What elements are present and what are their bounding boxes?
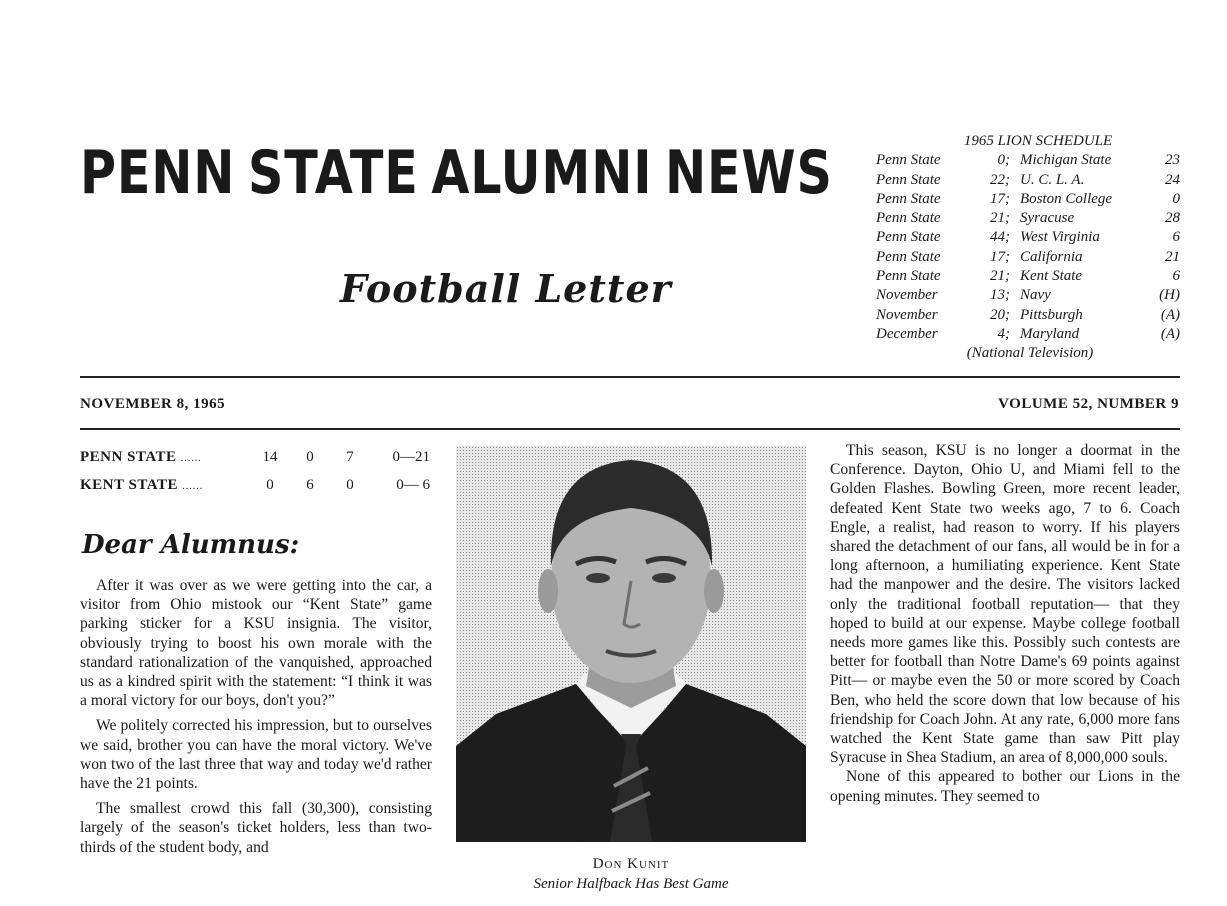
quarter-score: 0	[346, 477, 354, 493]
schedule-score: 4;	[997, 325, 1010, 342]
schedule-opponent: West Virginia	[1020, 229, 1100, 246]
divider-rule	[80, 376, 1180, 378]
quarter-score: 0	[266, 477, 274, 493]
schedule-result: 28	[1165, 210, 1180, 227]
schedule-result: (A)	[1160, 306, 1180, 323]
quarter-score: 14	[262, 449, 278, 465]
schedule-result: (H)	[1159, 287, 1180, 304]
schedule-opponent: Maryland	[1020, 325, 1080, 342]
schedule-row	[876, 248, 1180, 267]
divider-rule	[80, 428, 1180, 430]
schedule-rows	[876, 151, 1180, 344]
quarter-score: 7	[346, 449, 354, 465]
schedule-row	[876, 171, 1180, 190]
schedule-row	[876, 228, 1180, 247]
schedule-row	[876, 286, 1180, 305]
schedule-opponent: Pittsburgh	[1020, 306, 1083, 323]
player-photo	[456, 446, 806, 842]
schedule-team: Penn State	[876, 190, 941, 207]
schedule-score: 21;	[990, 268, 1010, 285]
player-name: Don Kunit	[592, 856, 670, 872]
body-paragraph: The smallest crowd this fall (30,300), consisting largely of the season's ticket holders, less than two-thirds of the student body, and	[80, 800, 432, 856]
issue-date: NOVEMBER 8, 1965	[80, 396, 226, 412]
schedule-team: Penn State	[876, 268, 941, 285]
schedule-note: (National Television)	[966, 345, 1094, 362]
masthead-word: NEWS	[664, 138, 833, 208]
issue-volume: VOLUME 52, NUMBER 9	[998, 396, 1179, 412]
schedule-score: 13;	[990, 287, 1010, 304]
body-paragraph: We politely corrected his impression, but to ourselves we said, brother you can have the moral victory. We've won two of the last three that way and today we'd rather have the 21 points.	[80, 717, 432, 793]
letter-column-right	[830, 441, 1180, 906]
masthead-title	[80, 138, 833, 210]
team-name: PENN STATE	[80, 449, 177, 465]
schedule-score: 44;	[990, 229, 1010, 246]
schedule-opponent: Boston College	[1020, 190, 1113, 207]
body-paragraph: None of this appeared to bother our Lions in the opening minutes. They seemed to	[830, 768, 1180, 805]
schedule-result: 24	[1165, 171, 1180, 188]
schedule-row	[876, 209, 1180, 228]
schedule-score: 0;	[997, 152, 1010, 169]
schedule-team: Penn State	[876, 210, 941, 227]
schedule-opponent: Kent State	[1020, 268, 1083, 285]
quarter-score: 0	[306, 449, 314, 465]
schedule-score: 20;	[990, 306, 1010, 323]
schedule-result: 23	[1165, 152, 1180, 169]
masthead-word: STATE	[247, 138, 419, 208]
score-row	[80, 472, 434, 500]
schedule-result: 6	[1172, 229, 1180, 246]
schedule-row	[876, 190, 1180, 209]
schedule-opponent: Michigan State	[1020, 152, 1112, 169]
score-box	[80, 444, 434, 500]
schedule-result: 0	[1172, 190, 1180, 207]
newsletter-subtitle: Football Letter	[340, 266, 672, 311]
schedule-team: Penn State	[876, 171, 941, 188]
schedule-opponent: U. C. L. A.	[1020, 171, 1085, 188]
letter-column-left	[80, 576, 432, 906]
leader-dots: ......	[180, 453, 202, 464]
schedule-score: 22;	[990, 171, 1010, 188]
lion-schedule	[876, 132, 1180, 364]
schedule-team: December	[876, 325, 938, 342]
schedule-row	[876, 267, 1180, 286]
schedule-score: 17;	[990, 248, 1010, 265]
final-score: 0— 6	[396, 477, 430, 493]
masthead-word: ALUMNI	[431, 138, 653, 208]
team-name: KENT STATE	[80, 477, 178, 493]
schedule-score: 17;	[990, 190, 1010, 207]
schedule-opponent: California	[1020, 248, 1083, 265]
schedule-row	[876, 151, 1180, 170]
final-score: 0—21	[392, 449, 430, 465]
schedule-team: Penn State	[876, 152, 941, 169]
schedule-team: Penn State	[876, 248, 941, 265]
schedule-team: November	[876, 306, 938, 323]
schedule-title: 1965 LION SCHEDULE	[963, 133, 1113, 149]
schedule-team: November	[876, 287, 938, 304]
schedule-opponent: Syracuse	[1020, 210, 1075, 227]
schedule-result: (A)	[1160, 325, 1180, 342]
schedule-opponent: Navy	[1020, 287, 1051, 304]
body-paragraph: After it was over as we were getting into the car, a visitor from Ohio mistook our “Kent State” game parking sticker for a KSU insignia. The visitor, obviously trying to boost his own morale with the standard rationalization of the vanquished, approached us as a kindred spirit with the statement: “I think it was a moral victory for our boys, don't you?”	[80, 577, 432, 710]
schedule-result: 6	[1172, 268, 1180, 285]
schedule-row	[876, 306, 1180, 325]
body-paragraph: This season, KSU is no longer a doormat in the Conference. Dayton, Ohio U, and Miami fell to the Golden Flashes. Bowling Green, more recent leader, defeated Kent State two weeks ago, 7 to 6. Coach Engle, a realist, had reason to worry. If his players shared the detachment of our fans, all would be in for a long afternoon, a humiliating experience. Kent State had the manpower and the desire. The visitors lacked only the traditional football reputation— that they hoped to build at our expense. Maybe college football needs more games like this. Possibly such contests are better for football than Notre Dame's 69 points against Pitt— or maybe even the 50 or more scored by Coach Ben, who held the score down that low because of his friendship for Coach John. At any rate, 6,000 more fans watched the Kent State game than saw Pitt play Syracuse in Shea Stadium, an area of 8,000,000 souls.	[830, 442, 1180, 767]
portrait-illustration	[456, 446, 806, 842]
caption-text: Senior Halfback Has Best Game	[533, 876, 729, 892]
photo-caption	[456, 854, 806, 894]
masthead-word: PENN	[80, 138, 236, 208]
quarter-score: 6	[306, 477, 314, 493]
salutation: Dear Alumnus:	[82, 530, 300, 560]
schedule-result: 21	[1165, 248, 1180, 265]
leader-dots: ......	[182, 481, 204, 492]
schedule-score: 21;	[990, 210, 1010, 227]
schedule-row	[876, 325, 1180, 344]
schedule-team: Penn State	[876, 229, 941, 246]
score-row	[80, 444, 434, 472]
